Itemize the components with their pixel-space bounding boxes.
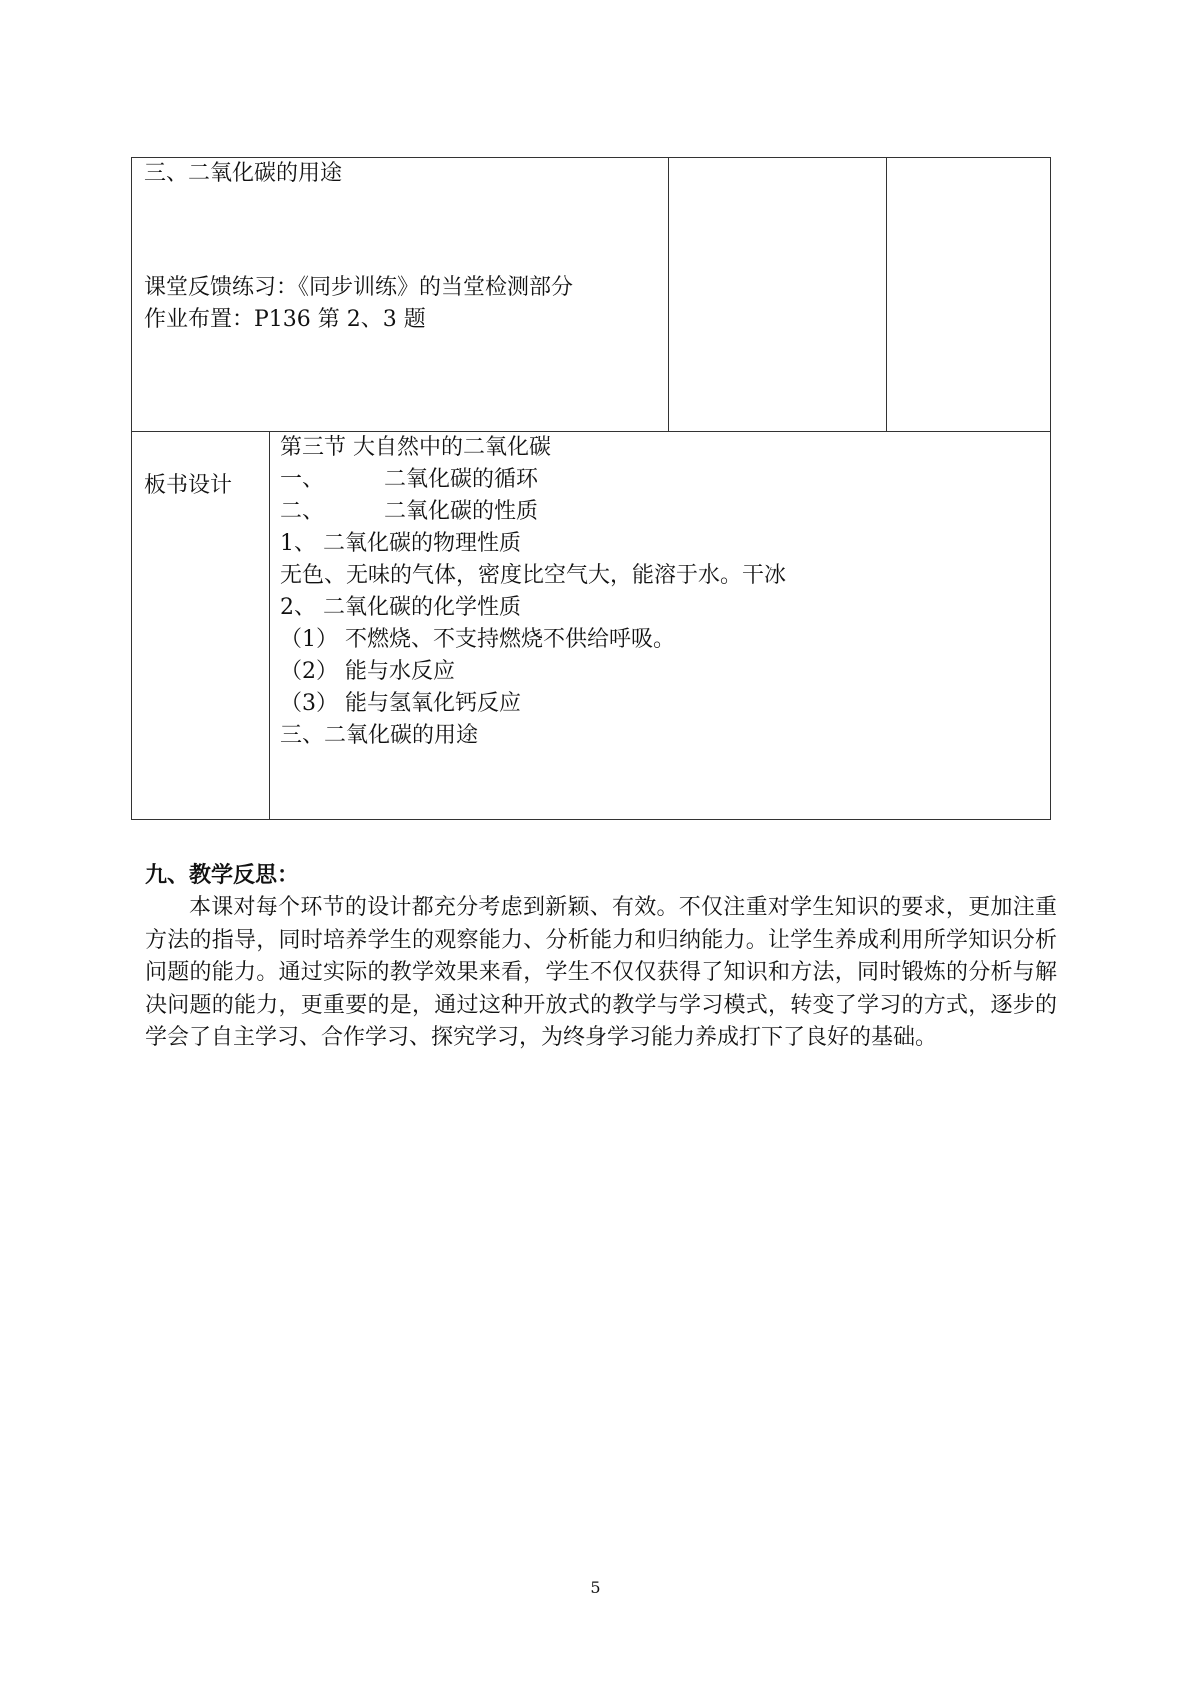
classroom-feedback-exercise: 课堂反馈练习：《同步训练》的当堂检测部分 <box>144 275 574 300</box>
page-number: 5 <box>590 1578 601 1597</box>
reflection-heading: 九、教学反思： <box>145 863 300 888</box>
board-line-one <box>280 464 538 495</box>
board-line-two-text: 二氧化碳的性质 <box>384 499 539 524</box>
board-line-chem-3: （3） 能与氢氧化钙反应 <box>280 691 521 716</box>
board-design-content <box>270 432 1050 819</box>
board-line-uses: 三、二氧化碳的用途 <box>280 723 479 748</box>
board-line-one-number: 一、 <box>280 467 325 492</box>
top-row-column-3 <box>887 158 1050 431</box>
board-design-label: 板书设计 <box>144 473 233 498</box>
top-row-column-2 <box>669 158 886 431</box>
board-line-physical-properties: 1、 二氧化碳的物理性质 <box>280 531 521 556</box>
board-line-chem-1: （1） 不燃烧、不支持燃烧不供给呼吸。 <box>280 627 675 652</box>
top-row-content-cell <box>132 158 668 431</box>
board-line-two <box>280 496 538 527</box>
reflection-paragraph: 本课对每个环节的设计都充分考虑到新颖、有效。不仅注重对学生知识的要求，更加注重方法的指导，同时培养学生的观察能力、分析能力和归纳能力。让学生养成利用所学知识分析问题的能力。通过实际的教学效果来看，学生不仅仅获得了知识和方法，同时锻炼的分析与解决问题的能力，更重要的是，通过这种开放式的教学与学习模式，转变了学习的方式，逐步的学会了自主学习、合作学习、探究学习，为终身学习能力养成打下了良好的基础。 <box>145 895 1057 1050</box>
board-line-chemical-properties: 2、 二氧化碳的化学性质 <box>280 595 521 620</box>
section-three-title: 三、二氧化碳的用途 <box>144 161 343 186</box>
board-line-two-number: 二、 <box>280 499 325 524</box>
table-border-right <box>1050 157 1051 820</box>
homework-assignment: 作业布置：P136 第 2、3 题 <box>144 307 426 332</box>
board-line-title: 第三节 大自然中的二氧化碳 <box>280 435 551 460</box>
board-line-physical-detail: 无色、无味的气体，密度比空气大，能溶于水。干冰 <box>280 563 787 588</box>
board-line-one-text: 二氧化碳的循环 <box>384 467 539 492</box>
board-line-chem-2: （2） 能与水反应 <box>280 659 455 684</box>
